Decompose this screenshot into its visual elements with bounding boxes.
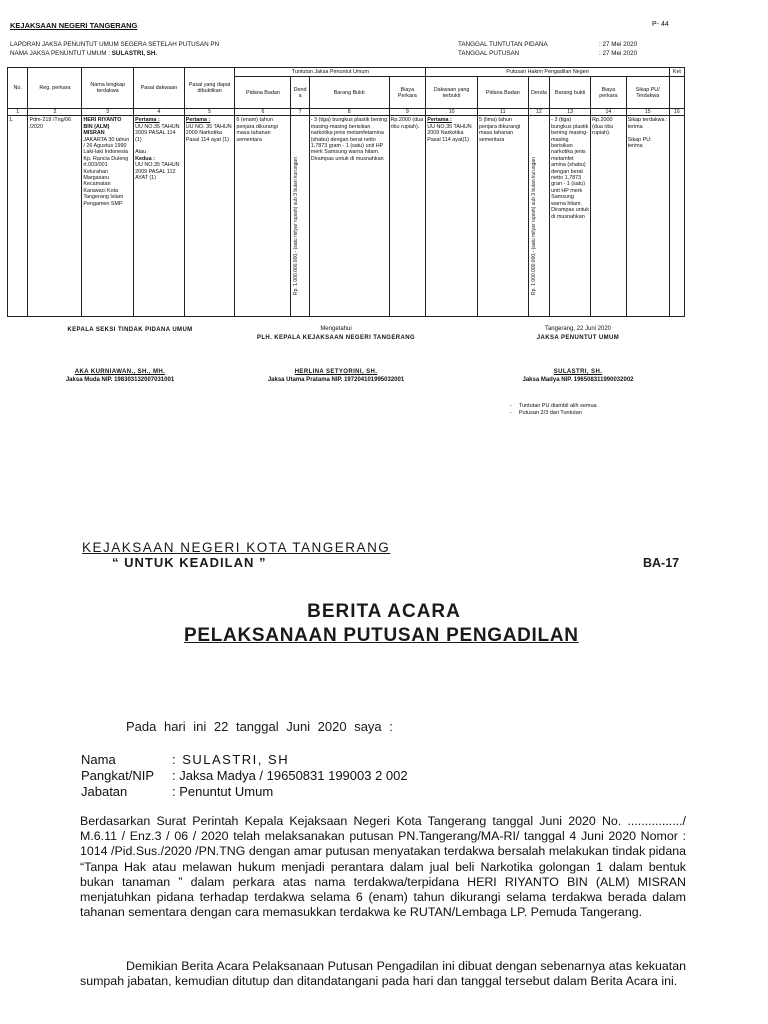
col-number: 3	[82, 109, 134, 116]
cell-nama	[82, 116, 134, 317]
header-pidana-badan: Pidana Badan	[235, 77, 291, 109]
col-number: 6	[235, 109, 291, 116]
cell-barang-bukti-ph: - 3 (tiga) bungkus plastik bening masing-masing berisikan narkotika jenis metamfet amina (shabu) dengan berat netto 1,7873 gran - 1 (satu) unit HP merk Samsung warna hitam. Dirampas untuk di musnahkan	[550, 116, 591, 317]
col-number: 7	[291, 109, 309, 116]
cell-pidana-badan-ph: 5 (lima) tahun penjara dikurangi masa tahanan sementara	[477, 116, 528, 317]
jpu-line	[10, 50, 157, 57]
header-ket: Ket	[669, 68, 684, 77]
cell-ket	[669, 116, 684, 317]
mid-signatory-name: HERLINA SETYORINI, SH.	[294, 369, 378, 375]
ba-pangkat-label: Pangkat/NIP	[81, 768, 154, 783]
col-number: 12	[528, 109, 550, 116]
cell-biaya: Rp.2000 (dua ribu rupiah).	[389, 116, 426, 317]
ba-intro: Pada hari ini 22 tanggal Juni 2020 saya :	[126, 719, 393, 734]
right-date: Tangerang, 22 Juni 2020	[544, 326, 612, 332]
pasal-kedua-text: UU NO.35 TAHUN 2009 PASAL 112 AYAT (1)	[135, 162, 180, 182]
pasal-atau: Atau	[135, 149, 147, 156]
ba-jabatan-label: Jabatan	[81, 784, 128, 799]
bukti-pertama-label: Pertama :	[185, 117, 211, 124]
header-pasal-dibuktikan: Pasal yang dapat dibuktikan	[184, 68, 235, 109]
header-no: No.	[8, 68, 28, 109]
ba-pangkat-value: : Jaksa Madya / 19650831 199003 2 002	[172, 768, 408, 783]
denda-rotated: Rp. 1.000.000.000,- (satu milyar rupiah) sub 3 bulan kurungan	[293, 157, 300, 296]
note-item: - Putusan 2/3 dari Tuntutan	[510, 410, 597, 417]
left-signatory-name: AKA KURNIAWAN., SH., MH.	[74, 369, 166, 375]
header-dakwaan-terbukti: Dakwaan yang terbukti	[426, 77, 478, 109]
cell-pasal-dakwaan	[134, 116, 185, 317]
col-number: 1	[8, 109, 28, 116]
ba-subtitle: PELAKSANAAN PUTUSAN PENGADILAN	[184, 625, 579, 646]
col-number: 9	[389, 109, 426, 116]
ba-form-code: BA-17	[643, 556, 680, 570]
tanggal-tuntutan-label: TANGGAL TUNTUTAN PIDANA	[458, 41, 548, 48]
jpu-name: SULASTRI, SH.	[111, 50, 158, 57]
tanggal-putusan-value: : 27 Mei 2020	[599, 50, 638, 57]
cell-sikap	[626, 116, 669, 317]
pasal-pertama-label: Pertama :	[135, 117, 160, 124]
table-row	[8, 116, 685, 317]
ba-motto: “ UNTUK KEADILAN ”	[112, 555, 267, 570]
mid-signatory-nip: Jaksa Utama Pratama NIP. 197204101995032001	[267, 377, 405, 383]
cell-denda	[291, 116, 309, 317]
left-signatory-nip: Jaksa Muda NIP. 198303132007031001	[65, 377, 175, 383]
header-denda: Denda	[291, 77, 309, 109]
cell-no: 1.	[8, 116, 28, 317]
mid-signatory-title: PLH. KEPALA KEJAKSAAN NEGERI TANGERANG	[256, 335, 416, 341]
sikap-pu: Sikap PU: terima	[627, 136, 652, 150]
header-biaya-perkara: Biaya Perkara	[389, 77, 426, 109]
col-number: 11	[477, 109, 528, 116]
col-number: 2	[28, 109, 82, 116]
ba-org-title: KEJAKSAAN NEGERI KOTA TANGERANG	[82, 540, 391, 555]
group-putusan: Putusan Hakim Pengadilan Negeri	[426, 68, 670, 77]
cell-biaya-ph: Rp.2000 (dua ribu rupiah).	[591, 116, 627, 317]
cell-barang-bukti: - 3 (tiga) bungkus plastik bening masing-masing berisikan narkotika jenis metamfetamina (shabu) dengan berat netto 1,7873 gram - 1 (satu) unit HP merk Samsung warna hitam. Dirampas untuk di musnahkan	[309, 116, 389, 317]
col-number: 15	[626, 109, 669, 116]
ba-paragraph-1: Berdasarkan Surat Perintah Kepala Kejaksaan Negeri Kota Tangerang tanggal Juni 2020 No. ................/ M.6.11 / Enz.3 / 06 / 2020 telah melaksanakan putusan PN.Tangerang/MA-RI/ tanggal 4 Juni 2020 Nomor : 1014 /Pid.Sus./2020 /PN.TNG dengan amar putusan menyatakan terdakwa bersalah melakukan tindak pidana “Tanpa Hak atau melawan hukum menjadi perantara dalam jual beli Narkotika golongan 1 dalam bentuk bukan tanaman ” dalam perkara atas nama terdakwa/terpidana HERI RIYANTO BIN (ALM) MISRAN menjatuhkan pidana terhadap terdakwa selama 6 (enam) tahun dikurangi selama terdakwa berada dalam tahanan sementara dengan cara memasukkan terdakwa ke RUTAN/Lembaga LP. Pemuda Tangerang.	[80, 814, 686, 920]
right-signatory-title: JAKSA PENUNTUT UMUM	[536, 335, 620, 341]
tanggal-tuntutan-value: : 27 Mei 2020	[599, 41, 638, 48]
header-barang-bukti-ph: Barang bukti	[550, 77, 591, 109]
terdakwa-name: HERI RIYANTO BIN (ALM) MISRAN	[83, 117, 122, 137]
pasal-kedua-label: Kedua :	[135, 155, 155, 162]
cell-reg: Pdm-219 /Tng/06 /2020	[28, 116, 82, 317]
sikap-terdakwa: Sikap terdakwa : terima	[627, 117, 668, 130]
header-nama: Nama lengkap terdakwa	[82, 68, 134, 109]
right-signatory-nip: Jaksa Madya NIP. 196508311990032002	[522, 377, 634, 383]
dakwaan-pertama-label: Pertama :	[427, 117, 452, 124]
col-number: 14	[591, 109, 627, 116]
header-denda-ph: Denda	[528, 77, 550, 109]
group-tuntutan: Tuntutan Jaksa Penuntut Umum	[235, 68, 426, 77]
report-org-title: KEJAKSAAN NEGERI TANGERANG	[10, 21, 138, 30]
cell-denda-ph	[528, 116, 550, 317]
col-number: 16	[669, 109, 684, 116]
col-number: 4	[134, 109, 185, 116]
cell-pasal-dibuktikan	[184, 116, 235, 317]
case-report-table	[7, 67, 685, 317]
dakwaan-pertama-text: UU NO.35 TAHUN 2009 Narkotika Pasal 114 ayat(1)	[427, 123, 472, 143]
ba-nama-value: : SULASTRI, SH	[172, 752, 290, 767]
col-number: 13	[550, 109, 591, 116]
header-sikap: Sikap PU/ Terdakwa	[626, 77, 669, 109]
denda-ph-rotated: Rp. 1.000.000.000,- (satu milyar rupiah) sub 3 bulan kurungan	[530, 157, 537, 296]
header-reg: Reg. perkara	[28, 68, 82, 109]
col-number: 8	[309, 109, 389, 116]
pasal-pertama-text: UU NO.35 TAHUN 2009 PASAL 114 (1)	[135, 123, 180, 143]
right-signatory-name: SULASTRI, SH.	[553, 369, 603, 375]
header-ket-empty	[669, 77, 684, 109]
form-code: P- 44	[652, 21, 669, 28]
cell-dakwaan-terbukti	[426, 116, 478, 317]
header-biaya-ph: Biaya perkara	[591, 77, 627, 109]
header-pasal-dakwaan: Pasal dakwaan	[134, 68, 185, 109]
bukti-pertama-text: UU NO. 35 TAHUN 2009 Narkotika Pasal 114 ayat (1)	[185, 123, 232, 143]
col-number: 5	[184, 109, 235, 116]
left-signatory-title: KEPALA SEKSI TINDAK PIDANA UMUM	[67, 327, 193, 333]
note-item: - Tuntutan PU diambil alih semua	[510, 403, 597, 410]
jpu-label: NAMA JAKSA PENUNTUT UMUM :	[10, 50, 110, 57]
notes-list	[510, 403, 597, 417]
column-number-row	[8, 109, 685, 116]
ba-title: BERITA ACARA	[307, 601, 461, 622]
header-barang-bukti: Barang Bukti	[309, 77, 389, 109]
ba-jabatan-value: : Penuntut Umum	[172, 784, 274, 799]
mid-mengetahui: Mengetahui	[320, 326, 352, 332]
tanggal-putusan-label: TANGGAL PUTUSAN	[458, 50, 520, 57]
ba-paragraph-2: Demikian Berita Acara Pelaksanaan Putusan Pengadilan ini dibuat dengan sebenarnya atas kekuatan sumpah jabatan, kemudian ditutup dan ditandatangani pada hari dan tanggal tersebut dalam Berita Acara ini.	[80, 959, 686, 989]
report-line: LAPORAN JAKSA PENUNTUT UMUM SEGERA SETELAH PUTUSAN PN	[10, 41, 220, 48]
col-number: 10	[426, 109, 478, 116]
header-pidana-badan-ph: Pidana Badan	[477, 77, 528, 109]
terdakwa-detail: JAKARTA 30 tahun / 26 Agustus 1990 Laki-laki Indonesia Kp. Rancia Duleng rt.003/001 Kelurahan Margasaru Kecamatan Karawaci Kota Tangerang Islam Pengamen SMP	[83, 136, 130, 207]
ba-nama-label: Nama	[81, 752, 116, 767]
cell-pidana-badan: 6 (enam) tahun penjara dikurangi masa tahanan sementara	[235, 116, 291, 317]
